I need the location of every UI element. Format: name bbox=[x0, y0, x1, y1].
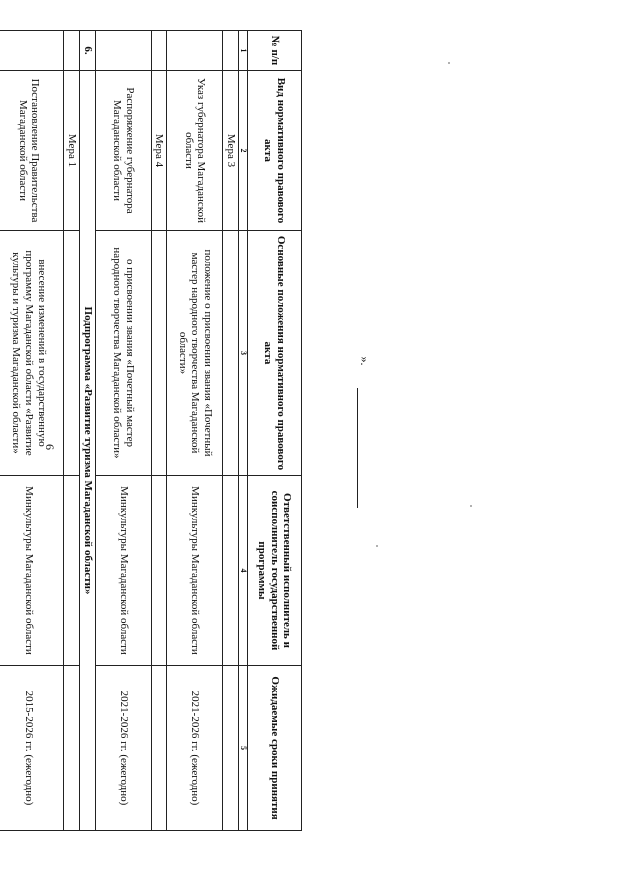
empty-cell bbox=[151, 666, 167, 831]
deadline-cell: 2021-2026 гг. (ежегодно) bbox=[95, 666, 151, 831]
scan-speck bbox=[470, 505, 472, 507]
regulatory-acts-table bbox=[0, 30, 302, 831]
scan-speck bbox=[448, 62, 450, 64]
empty-cell bbox=[223, 31, 239, 71]
measure-label: Мера 3 bbox=[223, 71, 239, 231]
act-type-cell: Распоряжение губернатора Магаданской области bbox=[95, 71, 151, 231]
provisions-cell: положение о присвоении звания «Почетный мастер народного творчества Магаданской области» bbox=[167, 231, 223, 476]
executor-cell: Минкультуры Магаданской области bbox=[167, 476, 223, 666]
empty-cell bbox=[0, 31, 64, 71]
measure-row bbox=[64, 31, 80, 831]
provisions-cell: о присвоении звания «Почетный мастер народного творчества Магаданской области» bbox=[95, 231, 151, 476]
executor-cell: Минкультуры Магаданской области bbox=[0, 476, 64, 666]
measure-row bbox=[151, 31, 167, 831]
scan-speck bbox=[376, 545, 378, 547]
header-deadline: Ожидаемые сроки принятия bbox=[248, 666, 302, 831]
column-number: 1 bbox=[239, 31, 248, 71]
empty-cell bbox=[223, 666, 239, 831]
table-row bbox=[95, 31, 151, 831]
header-provisions: Основные положения нормативного правового акта bbox=[248, 231, 302, 476]
empty-cell bbox=[151, 231, 167, 476]
measure-row bbox=[223, 31, 239, 831]
empty-cell bbox=[151, 31, 167, 71]
header-num: № п/п bbox=[248, 31, 302, 71]
column-number: 4 bbox=[239, 476, 248, 666]
page-number: 6 bbox=[43, 444, 57, 450]
header-executor: Ответственный исполнитель и соисполнитель государственной программы bbox=[248, 476, 302, 666]
measure-label: Мера 1 bbox=[64, 71, 80, 231]
empty-cell bbox=[95, 31, 151, 71]
provisions-cell: внесение изменений в государственную программу Магаданской области «Развитие культуры и туризма Магаданской области» bbox=[0, 231, 64, 476]
column-number-row bbox=[239, 31, 248, 831]
section-title: Подпрограмма «Развитие туризма Магаданской области» bbox=[79, 71, 95, 831]
empty-cell bbox=[64, 476, 80, 666]
empty-cell bbox=[64, 31, 80, 71]
executor-cell: Минкультуры Магаданской области bbox=[95, 476, 151, 666]
measure-label: Мера 4 bbox=[151, 71, 167, 231]
column-number: 5 bbox=[239, 666, 248, 831]
deadline-cell: 2015-2026 гг. (ежегодно) bbox=[0, 666, 64, 831]
deadline-cell: 2021-2026 гг. (ежегодно) bbox=[167, 666, 223, 831]
empty-cell bbox=[64, 666, 80, 831]
empty-cell bbox=[64, 231, 80, 476]
table-row bbox=[0, 31, 64, 831]
closing-rule-line bbox=[357, 388, 358, 508]
header-act-type: Вид нормативного правового акта bbox=[248, 71, 302, 231]
document-table-container bbox=[10, 30, 302, 830]
table-row bbox=[167, 31, 223, 831]
column-number: 3 bbox=[239, 231, 248, 476]
column-number: 2 bbox=[239, 71, 248, 231]
section-row bbox=[79, 31, 95, 831]
empty-cell bbox=[223, 476, 239, 666]
table-header-row bbox=[248, 31, 302, 831]
empty-cell bbox=[151, 476, 167, 666]
section-number: 6. bbox=[79, 31, 95, 71]
act-type-cell: Постановление Правительства Магаданской области bbox=[0, 71, 64, 231]
act-type-cell: Указ губернатора Магаданской области bbox=[167, 71, 223, 231]
closing-quote-mark: ». bbox=[358, 356, 372, 366]
empty-cell bbox=[223, 231, 239, 476]
empty-cell bbox=[167, 31, 223, 71]
